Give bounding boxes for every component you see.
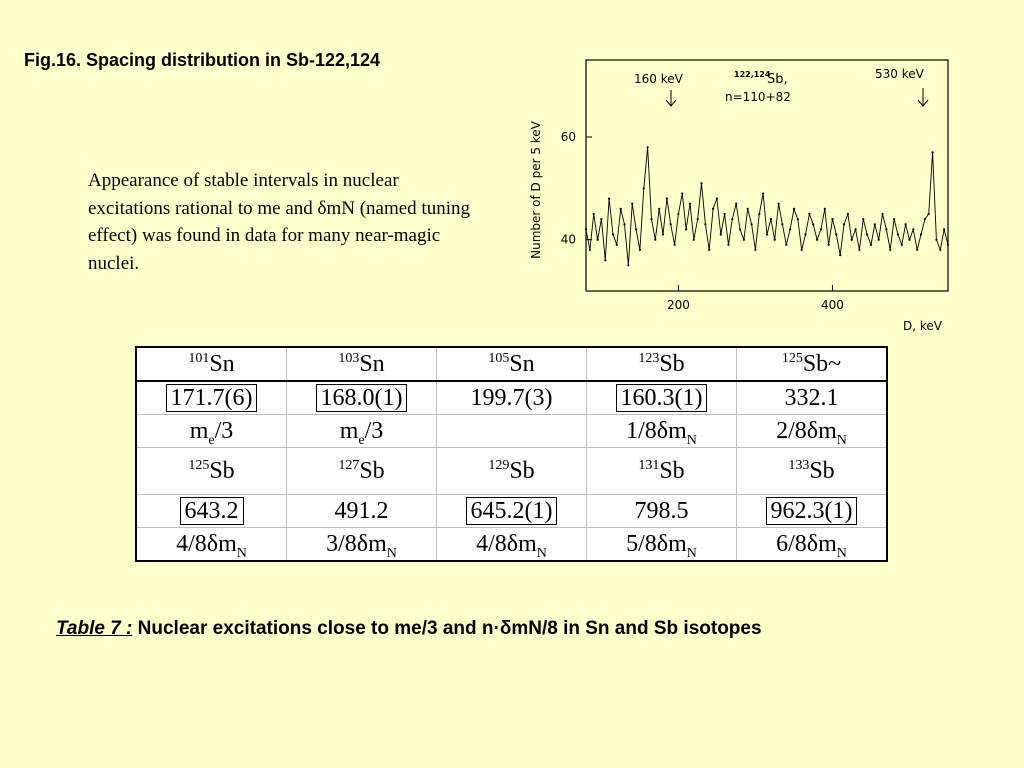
data-point [708, 249, 710, 251]
data-point [674, 244, 676, 246]
energy-row-cell [587, 381, 737, 415]
ratio-subscript: e [208, 432, 215, 448]
data-point [824, 208, 826, 210]
data-point [901, 244, 903, 246]
data-point [600, 218, 602, 220]
data-point [754, 249, 756, 251]
isotope-row-cell [587, 448, 737, 495]
isotope-mass: 127 [338, 457, 360, 473]
isotope-symbol: Sb [359, 457, 385, 484]
data-point [878, 239, 880, 241]
y-tick-label: 60 [560, 130, 576, 144]
data-point [920, 233, 922, 235]
data-point [939, 249, 941, 251]
data-point [785, 244, 787, 246]
isotope-mass: 129 [488, 457, 510, 473]
table-caption-lead: Table 7 : [56, 618, 133, 639]
ratio-row-cell [587, 528, 737, 562]
ratio-text: 4/8δm [176, 530, 237, 557]
data-point [620, 208, 622, 210]
data-point [604, 259, 606, 261]
isotope-mass: 105 [488, 350, 510, 366]
isotope-symbol: Sb [809, 457, 835, 484]
data-point [770, 218, 772, 220]
data-point [704, 223, 706, 225]
ratio-row-cell [136, 415, 287, 448]
isotope-row-cell [737, 448, 888, 495]
table-row [136, 347, 887, 381]
ratio-tail: /3 [364, 417, 384, 444]
table-caption [56, 618, 762, 640]
data-point [697, 218, 699, 220]
energy-row-cell [737, 381, 888, 415]
isotope-row-cell [437, 347, 587, 381]
data-point [808, 213, 810, 215]
data-point [908, 239, 910, 241]
energy-value: 332.1 [784, 384, 839, 411]
data-point [751, 223, 753, 225]
energy-row-cell [136, 381, 287, 415]
ratio-subscript: N [236, 545, 247, 561]
ratio-text: 6/8δm [776, 530, 837, 557]
ratio-subscript: e [358, 432, 365, 448]
data-point [743, 239, 745, 241]
x-axis-label: D, keV [903, 319, 942, 333]
isotope-mass: 101 [188, 350, 210, 366]
data-point [797, 218, 799, 220]
annotation-isotope-n: n=110+82 [725, 90, 791, 104]
isotope-row-cell [287, 347, 437, 381]
ratio-tail: /3 [214, 417, 234, 444]
ratio-subscript: N [836, 545, 847, 561]
annotation-160-kev: 160 keV [634, 72, 683, 86]
isotope-mass: 125 [781, 350, 803, 366]
table-row [136, 528, 887, 562]
data-point [816, 239, 818, 241]
data-point [758, 213, 760, 215]
data-point [662, 233, 664, 235]
data-point [831, 218, 833, 220]
data-point [893, 218, 895, 220]
isotope-mass: 123 [638, 350, 660, 366]
data-point [685, 228, 687, 230]
ratio-text: 5/8δm [626, 530, 687, 557]
data-point [828, 244, 830, 246]
data-point [724, 213, 726, 215]
data-point [670, 223, 672, 225]
data-point [843, 223, 845, 225]
data-point [654, 239, 656, 241]
energy-value: 168.0(1) [316, 384, 408, 412]
data-point [793, 208, 795, 210]
ratio-text: 1/8δm [626, 417, 687, 444]
data-point [731, 218, 733, 220]
figure-title: Fig.16. Spacing distribution in Sb-122,124 [24, 50, 381, 70]
data-point [905, 223, 907, 225]
isotope-mass: 131 [638, 457, 660, 473]
energy-value: 645.2(1) [466, 497, 558, 525]
isotope-row-cell [437, 448, 587, 495]
data-point [643, 187, 645, 189]
energy-value: 643.2 [180, 497, 244, 525]
table-row [136, 448, 887, 495]
annotation-isotope-mass: 122,124 [734, 70, 771, 79]
y-axis-label: Number of D per 5 keV [529, 121, 543, 259]
data-point [712, 208, 714, 210]
data-point [874, 223, 876, 225]
data-point [689, 203, 691, 205]
data-point [889, 249, 891, 251]
ratio-subscript: N [686, 432, 697, 448]
energy-row-cell [287, 495, 437, 528]
data-point [735, 203, 737, 205]
data-point [881, 213, 883, 215]
annotation-isotope-symbol: Sb, [767, 72, 788, 87]
ratio-text: m [339, 417, 359, 444]
data-point [597, 239, 599, 241]
ratio-text: 4/8δm [476, 530, 537, 557]
isotope-symbol: Sb [509, 457, 535, 484]
data-point [885, 228, 887, 230]
data-point [647, 146, 649, 148]
table-row [136, 495, 887, 528]
data-point [847, 213, 849, 215]
ratio-subscript: N [836, 432, 847, 448]
data-point [608, 198, 610, 200]
data-point [870, 244, 872, 246]
data-point [635, 228, 637, 230]
isotope-row-cell [287, 448, 437, 495]
isotope-row-cell [587, 347, 737, 381]
isotope-mass: 103 [338, 350, 360, 366]
data-point [585, 228, 587, 230]
data-point [700, 182, 702, 184]
arrow-160-kev [666, 90, 676, 106]
energy-row-cell [437, 381, 587, 415]
table-row [136, 415, 887, 448]
data-point [589, 249, 591, 251]
isotope-symbol: Sn [509, 350, 535, 377]
ratio-row-cell [737, 415, 888, 448]
series-line [586, 147, 948, 265]
data-point [650, 218, 652, 220]
ratio-row-cell [136, 528, 287, 562]
isotope-symbol: Sb [659, 350, 685, 377]
data-point [897, 233, 899, 235]
isotope-symbol: Sb [659, 457, 685, 484]
x-tick-label: 400 [821, 298, 844, 312]
data-point [924, 218, 926, 220]
x-tick-label: 200 [666, 298, 690, 312]
isotope-symbol: Sn [209, 350, 235, 377]
data-point [677, 213, 679, 215]
data-point [720, 233, 722, 235]
data-point [851, 239, 853, 241]
data-point [778, 203, 780, 205]
ratio-text: m [189, 417, 209, 444]
ratio-text: 3/8δm [326, 530, 387, 557]
data-point [716, 198, 718, 200]
energy-value: 199.7(3) [470, 384, 553, 411]
energy-row-cell [437, 495, 587, 528]
data-point [947, 244, 949, 246]
isotope-row-cell [737, 347, 888, 381]
data-point [727, 244, 729, 246]
ratio-row-cell [587, 415, 737, 448]
ratio-subscript: N [686, 545, 697, 561]
data-point [658, 208, 660, 210]
annotation-530-kev: 530 keV [875, 67, 924, 81]
data-point [935, 239, 937, 241]
ratio-text: 2/8δm [776, 417, 837, 444]
data-point [855, 228, 857, 230]
data-point [866, 233, 868, 235]
data-point [812, 223, 814, 225]
data-point [839, 254, 841, 256]
data-point [943, 228, 945, 230]
data-point [666, 198, 668, 200]
data-point [631, 203, 633, 205]
data-point [739, 228, 741, 230]
ratio-row-cell [287, 528, 437, 562]
isotope-table [135, 346, 888, 562]
ratio-row-cell [737, 528, 888, 562]
data-point [593, 213, 595, 215]
table-row [136, 381, 887, 415]
data-point [858, 249, 860, 251]
data-point [693, 239, 695, 241]
isotope-symbol: Sn [359, 350, 385, 377]
data-point [916, 249, 918, 251]
isotope-row-cell [136, 347, 287, 381]
table-caption-text: Nuclear excitations close to me/3 and n·δmN/8 in Sn and Sb isotopes [132, 618, 762, 639]
chart-svg [520, 50, 960, 340]
energy-value: 798.5 [634, 497, 689, 524]
data-point [639, 249, 641, 251]
data-point [928, 213, 930, 215]
data-point [789, 228, 791, 230]
energy-row-cell [587, 495, 737, 528]
chart-marks [561, 130, 949, 312]
data-point [616, 244, 618, 246]
ratio-subscript: N [386, 545, 397, 561]
ratio-row-cell [437, 415, 587, 448]
description-text: Appearance of stable intervals in nuclear excitations rational to me and δmN (named tuning effect) was found in data for many near-magic nuclei. [88, 170, 470, 274]
data-point [820, 228, 822, 230]
energy-value: 160.3(1) [616, 384, 708, 412]
data-point [766, 233, 768, 235]
data-point [681, 192, 683, 194]
isotope-table-body [136, 347, 887, 561]
y-tick-label: 40 [560, 232, 576, 247]
data-point [623, 223, 625, 225]
data-point [762, 192, 764, 194]
arrow-530-kev [918, 88, 928, 106]
isotope-symbol: Sb [209, 457, 235, 484]
energy-row-cell [287, 381, 437, 415]
spacing-chart [520, 50, 960, 340]
isotope-row-cell [136, 448, 287, 495]
data-point [774, 239, 776, 241]
energy-row-cell [136, 495, 287, 528]
isotope-mass: 133 [788, 457, 810, 473]
energy-value: 171.7(6) [166, 384, 258, 412]
ratio-subscript: N [536, 545, 547, 561]
data-point [747, 208, 749, 210]
isotope-mass: 125 [188, 457, 210, 473]
data-point [835, 233, 837, 235]
data-point [781, 223, 783, 225]
energy-row-cell [737, 495, 888, 528]
ratio-row-cell [437, 528, 587, 562]
ratio-row-cell [287, 415, 437, 448]
isotope-symbol: Sb~ [802, 350, 842, 377]
data-point [862, 218, 864, 220]
data-point [612, 233, 614, 235]
data-point [804, 233, 806, 235]
data-point [801, 249, 803, 251]
energy-value: 962.3(1) [766, 497, 858, 525]
data-point [932, 151, 934, 153]
energy-value: 491.2 [334, 497, 389, 524]
data-point [912, 228, 914, 230]
data-point [627, 264, 629, 266]
